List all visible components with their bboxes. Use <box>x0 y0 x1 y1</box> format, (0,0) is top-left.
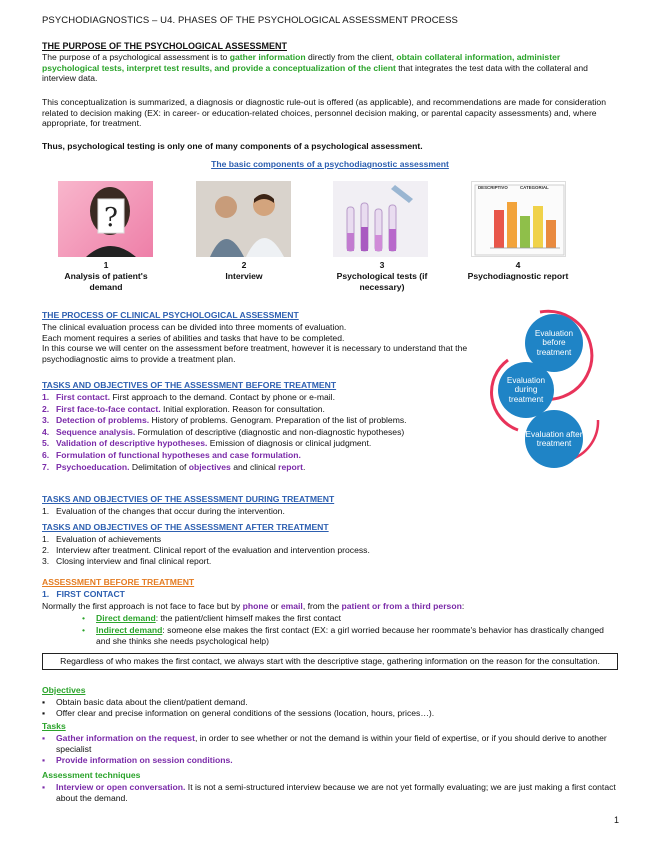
before-item-5: 5. Validation of descriptive hypotheses. Emission of diagnosis or clinical judgment. <box>42 438 372 449</box>
bullet: • <box>82 625 86 635</box>
cycle-during-treatment: Evaluation during treatment <box>498 362 554 418</box>
before-item-7: 7. Psychoeducation. Delimitation of objectives and clinical report. <box>42 461 306 472</box>
after-heading: TASKS AND OBJECTIVES OF THE ASSESSMENT AFTER TREATMENT <box>42 522 329 532</box>
objectives-list <box>42 697 618 719</box>
before-heading: TASKS AND OBJECTIVES OF THE ASSESSMENT BEFORE TREATMENT <box>42 380 337 390</box>
document-header: PSYCHODIAGNOSTICS – U4. PHASES OF THE PSYCHOLOGICAL ASSESSMENT PROCESS <box>42 15 458 26</box>
task-item-1: ▪ Gather information on the request, in order to see whether or not the demand is within your field of expertise, or if you should derive to another specialist <box>42 733 607 755</box>
before-item-1: 1. First contact. First approach to the demand. Contact by phone or e-mail. <box>42 392 335 402</box>
objective-item-1: ▪ Obtain basic data about the client/patient demand. <box>42 697 248 707</box>
tasks-heading: Tasks <box>42 721 66 731</box>
page-number: 1 <box>613 815 619 825</box>
after-item-3: 3. Closing interview and final clinical report. <box>42 556 212 567</box>
before-list <box>42 392 492 473</box>
report-label-descriptivo: DESCRIPTIVO <box>478 185 508 190</box>
techniques-list <box>42 782 618 804</box>
technique-item-1: ▪ Interview or open conversation. It is not a semi-structured interview because we are not yet formally evaluating; we are just making a first contact about the demand. <box>42 782 616 804</box>
svg-text:?: ? <box>104 203 118 233</box>
direct-demand-item: • Direct demand: the patient/client himself makes the first contact <box>82 613 342 623</box>
during-item-1: 1. Evaluation of the changes that occur during the intervention. <box>42 506 285 516</box>
before-item-6: 6. Formulation of functional hypotheses and case formulation. <box>42 449 301 460</box>
bullet: • <box>82 613 86 623</box>
techniques-heading: Assessment techniques <box>42 770 141 780</box>
psychodiagnostic-report-image <box>471 181 566 257</box>
purpose-heading: THE PURPOSE OF THE PSYCHOLOGICAL ASSESSMENT <box>42 41 288 51</box>
assessment-before-heading: ASSESSMENT BEFORE TREATMENT <box>42 577 195 587</box>
component-caption-2: 2 Interview <box>225 260 263 282</box>
first-contact-note-box: Regardless of who makes the first contact, we always start with the descriptive stage, gathering information on the reason for the consultation. <box>42 653 618 670</box>
before-item-2: 2. First face-to-face contact. Initial exploration. Reason for consultation. <box>42 403 325 414</box>
objectives-heading: Objectives <box>42 685 86 695</box>
cycle-before-treatment: Evaluation before treatment <box>525 314 583 372</box>
component-caption-1: 1 Analysis of patient's demand <box>64 260 148 293</box>
after-item-2: 2. Interview after treatment. Clinical report of the evaluation and intervention process. <box>42 545 370 556</box>
purpose-paragraph-3: Thus, psychological testing is only one of many components of a psychological assessment. <box>42 141 423 151</box>
component-caption-3: 3 Psychological tests (if necessary) <box>336 260 428 293</box>
component-caption-4: 4 Psychodiagnostic report <box>467 260 569 282</box>
objective-item-2: ▪ Offer clear and precise information on general conditions of the sessions (location, hours, prices…). <box>42 708 435 719</box>
after-item-1: 1. Evaluation of achievements <box>42 534 162 544</box>
interview-image <box>196 181 291 257</box>
purpose-paragraph-1: The purpose of a psychological assessment is to gather information directly from the client, obtain collateral information, administer psychological tests, interpret test results, and provide a conceptualization of the client that integrates the test data with the collateral and interview data. <box>42 52 588 84</box>
first-contact-heading: 1. FIRST CONTACT <box>42 589 125 599</box>
task-item-2: ▪ Provide information on session conditions. <box>42 755 233 766</box>
tasks-list <box>42 733 618 767</box>
after-list <box>42 534 602 568</box>
before-item-3: 3. Detection of problems. History of problems. Genogram. Preparation of the list of problems. <box>42 415 407 426</box>
components-heading: The basic components of a psychodiagnostic assessment <box>211 159 449 169</box>
psychological-tests-image <box>333 181 428 257</box>
during-heading: TASKS AND OBJECTVIES OF THE ASSESSMENT DURING TREATMENT <box>42 494 335 504</box>
before-item-4: 4. Sequence analysis. Formulation of descriptive (diagnostic and non-diagnostic hypotheses) <box>42 426 405 437</box>
report-label-categorial: CATEGORIAL <box>520 185 549 190</box>
cycle-after-treatment: Evaluation after treatment <box>525 410 583 468</box>
process-heading: THE PROCESS OF CLINICAL PSYCHOLOGICAL ASSESSMENT <box>42 310 299 320</box>
process-text: The clinical evaluation process can be divided into three moments of evaluation. Each moment requires a series of abilities and tasks that have to be completed. In this course we will center on the assessment before treatment, however it is necessary to understand that the psychodiagnostic aims to provide a treatment plan. <box>42 322 468 365</box>
purpose-paragraph-2: This conceptualization is summarized, a diagnosis or diagnostic rule-out is offered (as applicable), and recommendations are made for consideration related to decision making (EX: in career- or education-related choices, personnel decision making, or parental capacity assessments) and, where appropriate, for treatment. <box>42 97 606 129</box>
first-contact-intro: Normally the first approach is not face to face but by phone or email, from the patient or from a third person: <box>42 601 465 611</box>
demand-image <box>58 181 153 257</box>
indirect-demand-item: • Indirect demand: someone else makes the first contact (EX: a girl worried because her roommate's behavior has drastically changed and she thinks she needs psychological help) <box>82 625 604 646</box>
